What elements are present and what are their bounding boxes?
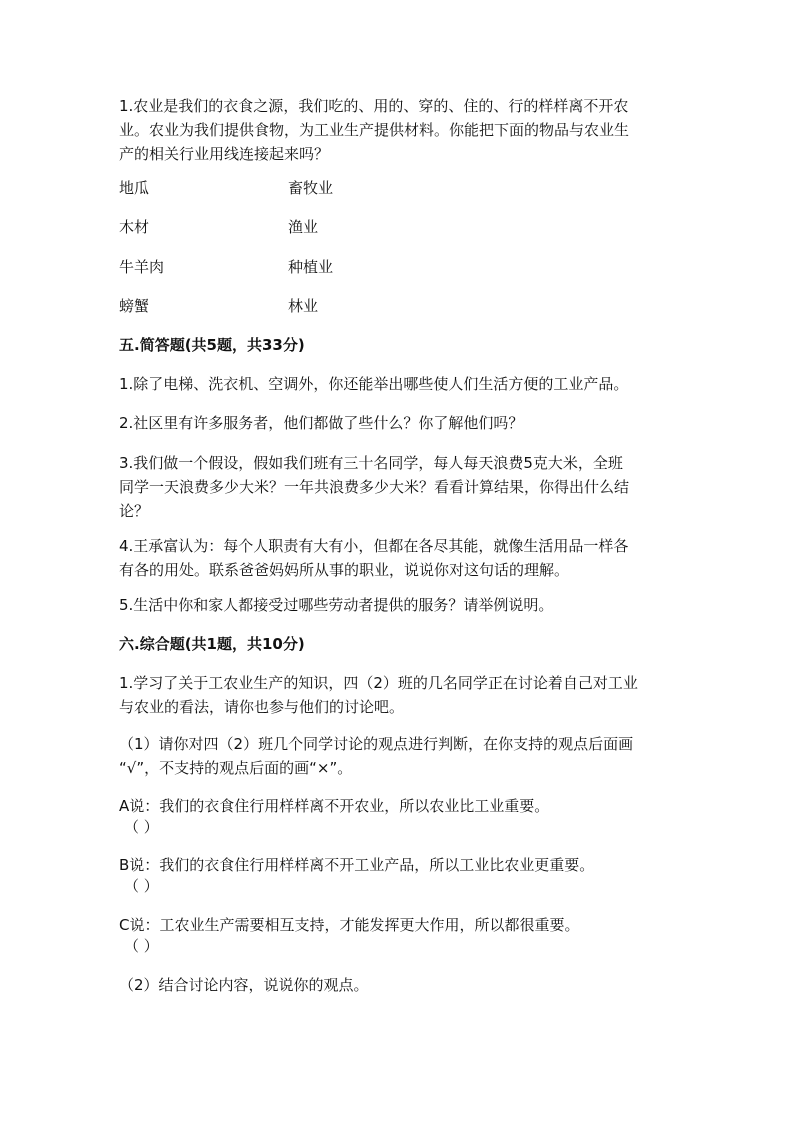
s5-q5-line-1: 5.生活中你和家人都接受过哪些劳动者提供的服务？请举例说明。 — [119, 596, 554, 614]
s6-intro-line-1: 1.学习了关于工农业生产的知识，四（2）班的几名同学正在讨论着自己对工业 — [119, 674, 638, 692]
statement-a: A说：我们的衣食住行用样样离不开农业，所以农业比工业重要。 — [119, 797, 550, 815]
s5-q3-line-1: 3.我们做一个假设，假如我们班有三十名同学，每人每天浪费5克大米，全班 — [119, 454, 623, 472]
answer-blank-a[interactable]: （ ） — [124, 818, 159, 836]
match-left-item-2: 木材 — [119, 218, 150, 236]
s5-q3-line-2: 同学一天浪费多少大米？一年共浪费多少大米？看看计算结果，你得出什么结 — [119, 478, 630, 496]
match-right-item-4: 林业 — [288, 297, 319, 315]
s5-q4-line-1: 4.王承富认为：每个人职责有大有小，但都在各尽其能，就像生活用品一样各 — [119, 537, 629, 555]
q1-text-line-3: 产的相关行业用线连接起来吗？ — [119, 145, 330, 163]
match-left-item-3: 牛羊肉 — [119, 258, 165, 276]
s5-q4-line-2: 有各的用处。联系爸爸妈妈所从事的职业，说说你对这句话的理解。 — [119, 561, 570, 579]
statement-c: C说：工农业生产需要相互支持，才能发挥更大作用，所以都很重要。 — [119, 916, 580, 934]
s6-part2: （2）结合讨论内容，说说你的观点。 — [119, 976, 369, 994]
section6-heading: 六.综合题(共1题，共10分) — [119, 635, 305, 653]
match-left-item-1: 地瓜 — [119, 179, 150, 197]
answer-blank-b[interactable]: （ ） — [124, 877, 159, 895]
match-right-item-2: 渔业 — [288, 218, 319, 236]
s5-q3-line-3: 论？ — [119, 502, 150, 520]
section5-heading: 五.简答题(共5题，共33分) — [119, 336, 305, 354]
match-right-item-3: 种植业 — [288, 258, 334, 276]
match-left-item-4: 螃蟹 — [119, 297, 150, 315]
answer-blank-c[interactable]: （ ） — [124, 937, 159, 955]
s5-q1-line-1: 1.除了电梯、洗衣机、空调外，你还能举出哪些使人们生活方便的工业产品。 — [119, 375, 629, 393]
s5-q2-line-1: 2.社区里有许多服务者，他们都做了些什么？你了解他们吗？ — [119, 414, 524, 432]
s6-intro-line-2: 与农业的看法，请你也参与他们的讨论吧。 — [119, 698, 405, 716]
s6-part1-line-2: “√”，不支持的观点后面的画“×”。 — [119, 759, 353, 777]
s6-part1-line-1: （1）请你对四（2）班几个同学讨论的观点进行判断，在你支持的观点后面画 — [119, 735, 634, 753]
statement-b: B说：我们的衣食住行用样样离不开工业产品，所以工业比农业更重要。 — [119, 856, 595, 874]
match-right-item-1: 畜牧业 — [288, 179, 334, 197]
q1-text-line-1: 1.农业是我们的衣食之源，我们吃的、用的、穿的、住的、行的样样离不开农 — [119, 97, 629, 115]
q1-text-line-2: 业。农业为我们提供食物，为工业生产提供材料。你能把下面的物品与农业生 — [119, 121, 630, 139]
